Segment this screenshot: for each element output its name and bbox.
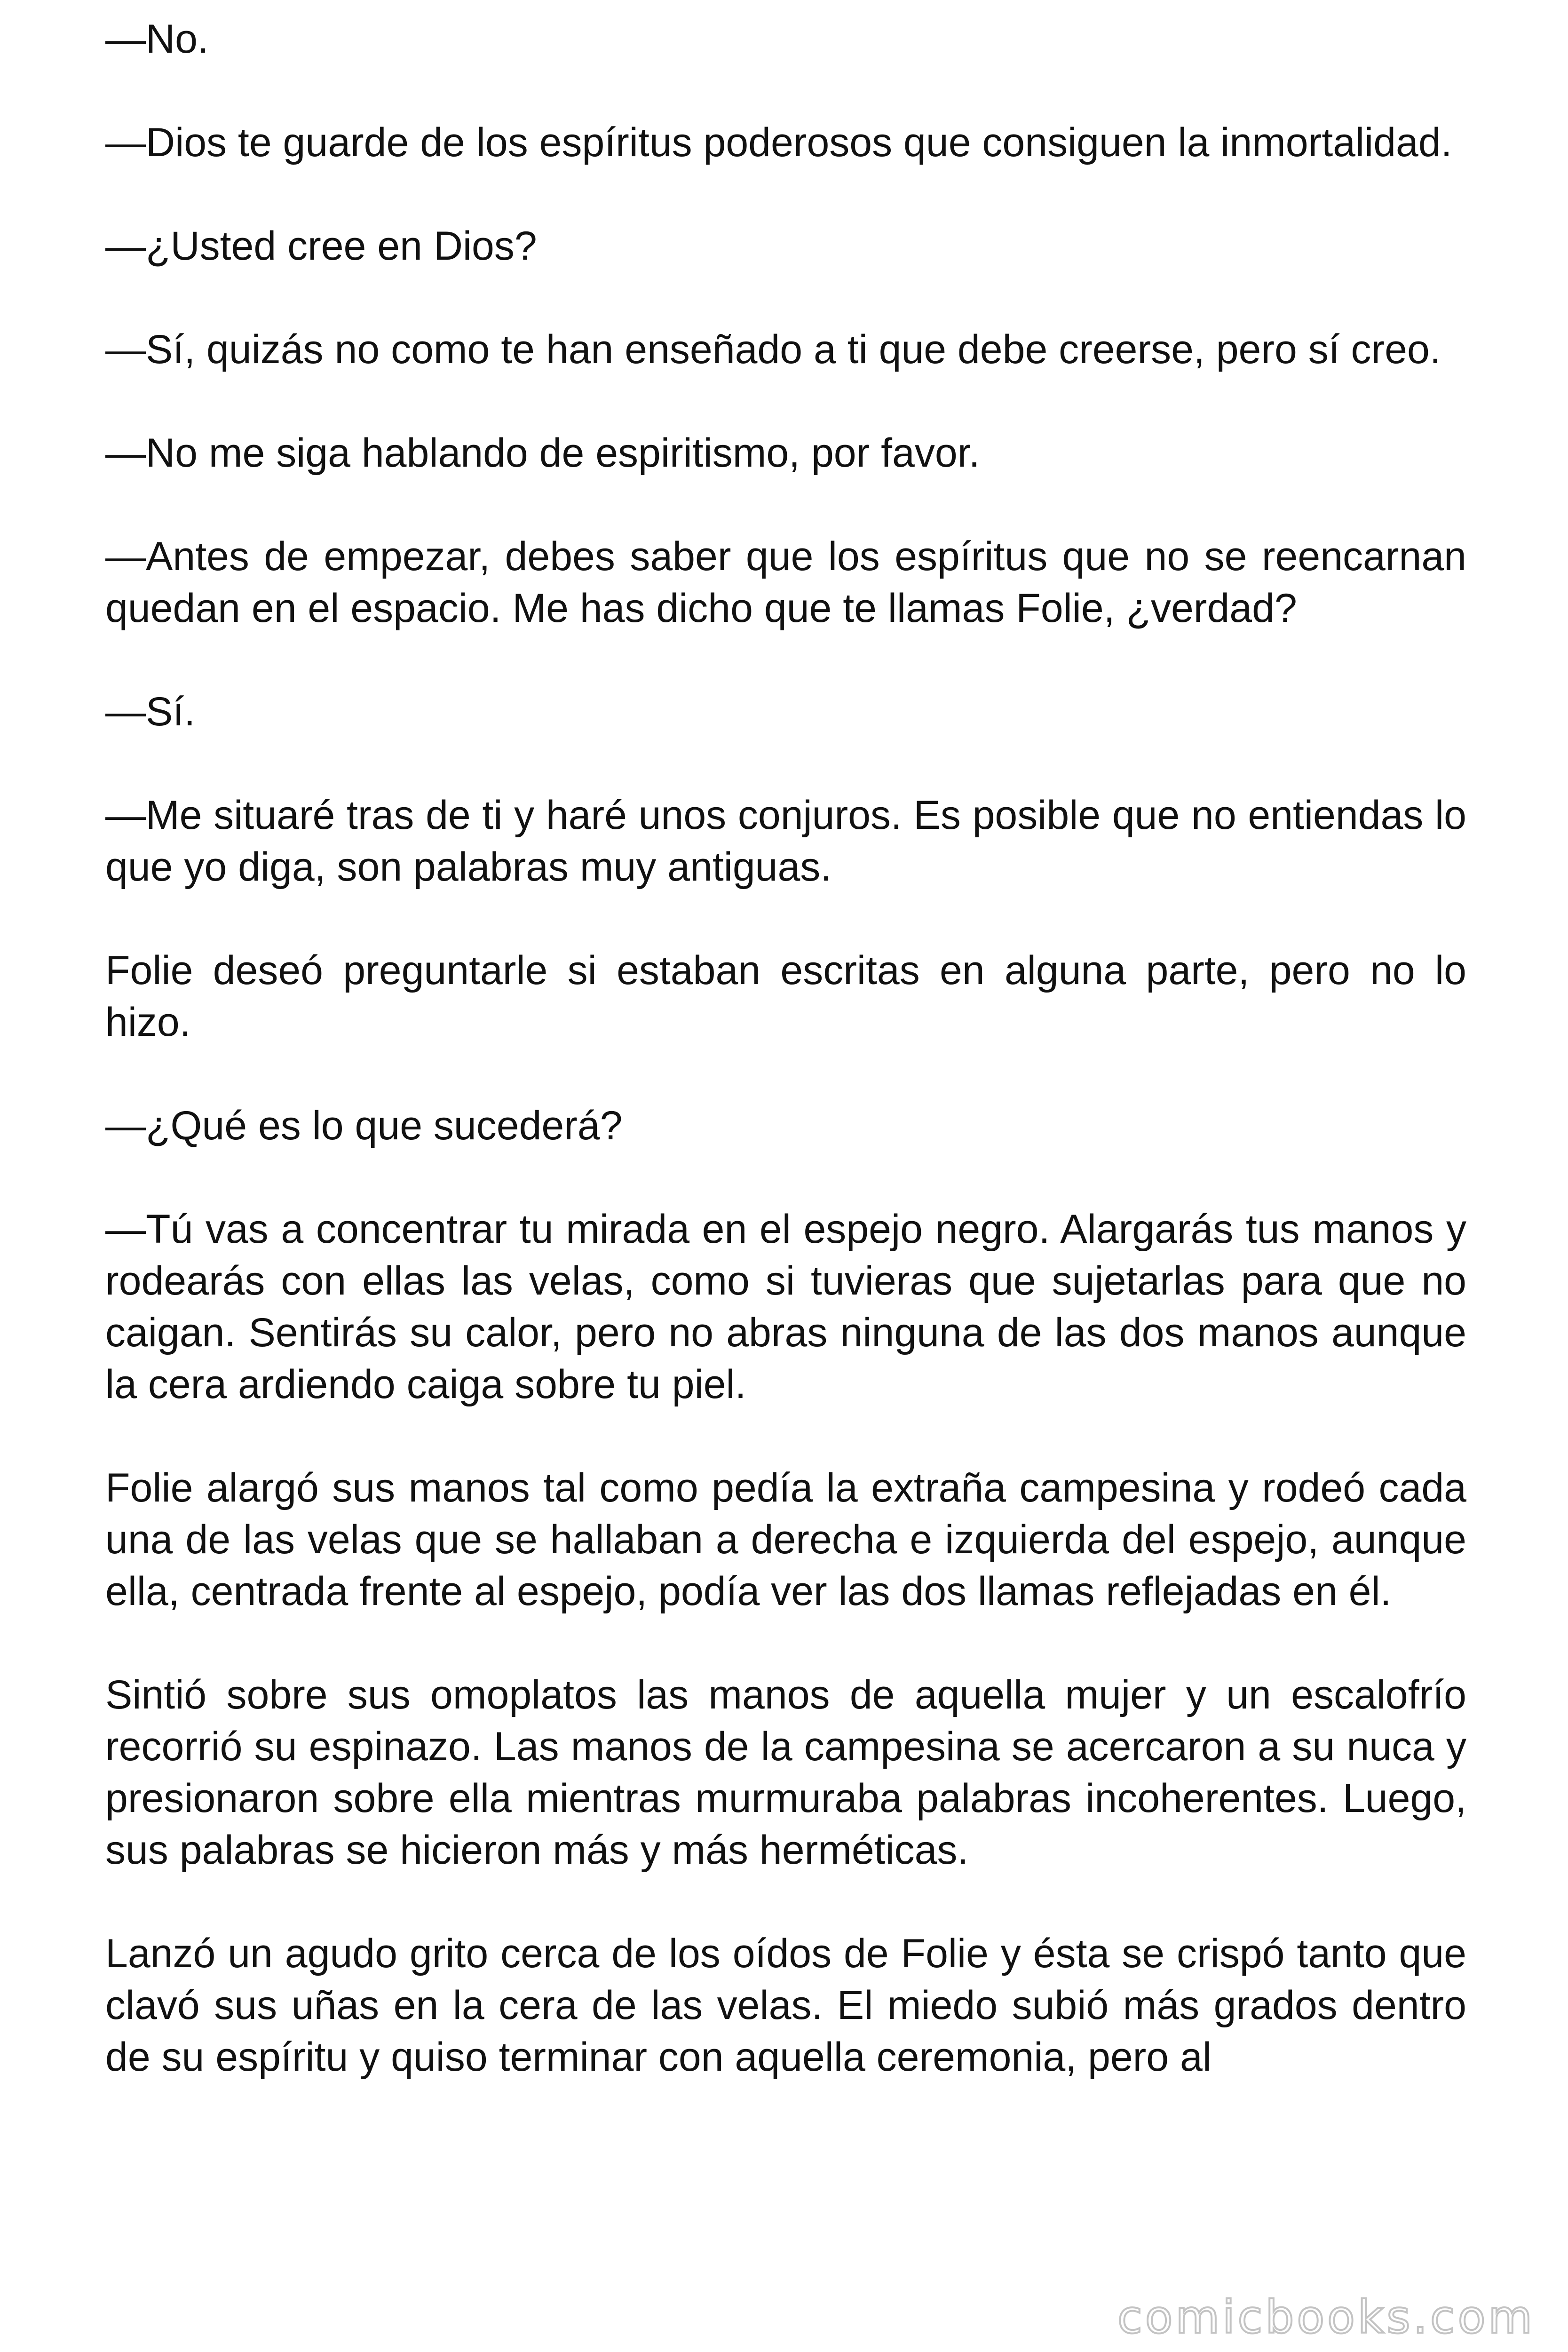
paragraph-13: Sintió sobre sus omoplatos las manos de aquella mujer y un escalofrío recorrió su espinazo. Las manos de la campesina se acercaron a su nuca y presionaron sobre ella mientras murmuraba palabras incoherentes. Luego, sus palabras se hicieron más y más herméticas. — [105, 1672, 1466, 1873]
paragraph-6: —Antes de empezar, debes saber que los espíritus que no se reencarnan quedan en el espacio. Me has dicho que te llamas Folie, ¿verdad? — [105, 534, 1466, 631]
paragraph-3: —¿Usted cree en Dios? — [105, 223, 537, 269]
paragraph-1: —No. — [105, 16, 209, 62]
text-column — [105, 13, 1466, 2135]
paragraph-10: —¿Qué es lo que sucederá? — [105, 1103, 623, 1148]
paragraph-7: —Sí. — [105, 689, 196, 734]
paragraph-8: —Me situaré tras de ti y haré unos conjuros. Es posible que no entiendas lo que yo diga, son palabras muy antiguas. — [105, 793, 1466, 890]
paragraph-4: —Sí, quizás no como te han enseñado a ti que debe creerse, pero sí creo. — [105, 327, 1441, 372]
paragraph-5: —No me siga hablando de espiritismo, por favor. — [105, 430, 980, 476]
paragraph-2: —Dios te guarde de los espíritus poderosos que consiguen la inmortalidad. — [105, 120, 1452, 165]
watermark: comicbooks.com — [1117, 2291, 1535, 2344]
paragraph-9: Folie deseó preguntarle si estaban escritas en alguna parte, pero no lo hizo. — [105, 948, 1466, 1045]
paragraph-14: Lanzó un agudo grito cerca de los oídos de Folie y ésta se crispó tanto que clavó sus uñas en la cera de las velas. El miedo subió más grados dentro de su espíritu y quiso terminar con aquella ceremonia, pero al — [105, 1931, 1466, 2080]
paragraph-11: —Tú vas a concentrar tu mirada en el espejo negro. Alargarás tus manos y rodearás con ellas las velas, como si tuvieras que sujetarlas para que no caigan. Sentirás su calor, pero no abras ninguna de las dos manos aunque la cera ardiendo caiga sobre tu piel. — [105, 1207, 1466, 1407]
paragraph-12: Folie alargó sus manos tal como pedía la extraña campesina y rodeó cada una de las velas que se hallaban a derecha e izquierda del espejo, aunque ella, centrada frente al espejo, podía ver las dos llamas reflejadas en él. — [105, 1465, 1466, 1614]
